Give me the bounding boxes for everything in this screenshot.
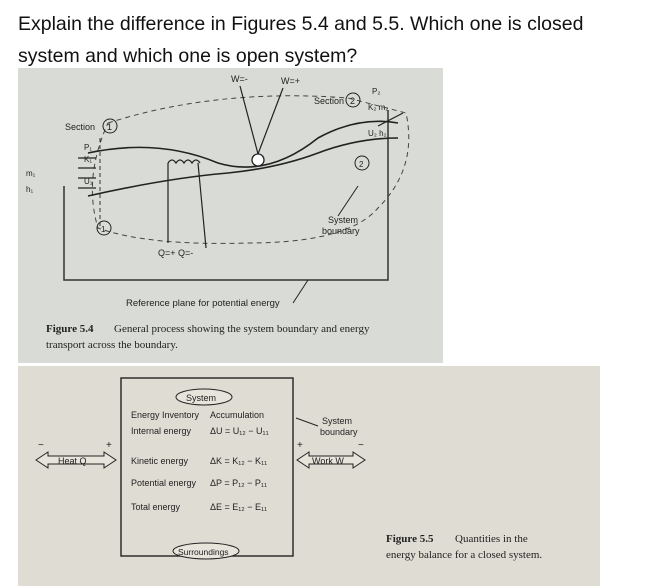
system-boundary-1: System <box>322 416 353 426</box>
reference-plane-label: Reference plane for potential energy <box>126 298 280 309</box>
figure-5-5-diagram <box>18 366 600 586</box>
heat-label: Heat Q <box>58 456 87 466</box>
row-potential-name: Potential energy <box>131 478 197 488</box>
question-line-1: Explain the difference in Figures 5.4 and 5.5. Which one is closed <box>18 13 584 35</box>
figure-5-5-number: Figure 5.5 <box>386 533 434 545</box>
system-boundary-line-1: System <box>328 215 359 225</box>
row-kinetic-name: Kinetic energy <box>131 456 189 466</box>
surroundings-label: Surroundings <box>178 547 229 557</box>
figure-5-4-caption-1: General process showing the system boundary and energy <box>114 323 370 335</box>
work-line-minus <box>240 86 258 154</box>
h1-label: h₁ <box>26 185 34 194</box>
q-label: Q=+ Q=- <box>158 248 194 258</box>
system-label: System <box>186 393 217 403</box>
row-total-name: Total energy <box>131 502 181 512</box>
question-line-2: system and which one is open system? <box>18 45 358 67</box>
p1-label: P₁ <box>84 143 93 152</box>
heater-coil-icon <box>168 160 200 163</box>
work-plus: + <box>297 440 303 451</box>
row-potential-eq: ΔP = P₁₂ − P₁₁ <box>210 478 267 488</box>
figure-5-5-caption-2: energy balance for a closed system. <box>386 549 543 561</box>
outflow-arrow <box>378 113 403 126</box>
heat-minus: − <box>38 440 44 451</box>
heat-plus: + <box>106 440 112 451</box>
circle-2-num: 2 <box>359 160 364 169</box>
m1-label: m₁ <box>26 169 36 178</box>
pipe-upper <box>88 121 398 167</box>
row-total-eq: ΔE = E₁₂ − E₁₁ <box>210 502 268 512</box>
accumulation-header: Accumulation <box>210 410 265 420</box>
boundary-pointer <box>338 186 358 216</box>
boundary-pointer <box>296 418 318 426</box>
figure-5-5-photo <box>18 366 600 586</box>
w-plus-label: W=+ <box>281 76 301 86</box>
section-2-num: 2 <box>350 96 356 106</box>
work-minus: − <box>358 440 364 451</box>
system-boundary-line-2: boundary <box>322 226 360 236</box>
row-internal-eq: ΔU = U₁₂ − U₁₁ <box>210 426 269 436</box>
figure-5-4-photo <box>18 68 443 363</box>
circle-1-num: 1 <box>101 225 106 234</box>
work-label: Work W <box>312 456 344 466</box>
figure-5-5-caption-1: Quantities in the <box>455 533 528 545</box>
k2m2-label: K₂ m₂ <box>368 103 389 112</box>
row-internal-name: Internal energy <box>131 426 192 436</box>
section-1-label: Section <box>65 122 96 132</box>
reference-arrow <box>293 280 308 303</box>
figure-5-4-number: Figure 5.4 <box>46 323 94 335</box>
work-line-plus <box>258 88 283 154</box>
frame-line <box>64 110 388 280</box>
turbine-icon <box>252 154 264 166</box>
figure-5-4-diagram <box>18 68 443 363</box>
question-text <box>18 8 648 72</box>
u1-label: U₁ <box>84 177 93 186</box>
row-kinetic-eq: ΔK = K₁₂ − K₁₁ <box>210 456 268 466</box>
energy-inventory-header: Energy Inventory <box>131 410 200 420</box>
system-boundary-2: boundary <box>320 427 358 437</box>
section-1-num: 1 <box>107 122 113 132</box>
w-minus-label: W=- <box>231 74 248 84</box>
u2h2-label: U₂ h₂ <box>368 129 387 138</box>
k1-label: K₁ <box>84 155 93 164</box>
figure-5-4-caption-2: transport across the boundary. <box>46 339 178 351</box>
section-2-label: Section <box>314 96 345 106</box>
p2-label: P₂ <box>372 87 381 96</box>
